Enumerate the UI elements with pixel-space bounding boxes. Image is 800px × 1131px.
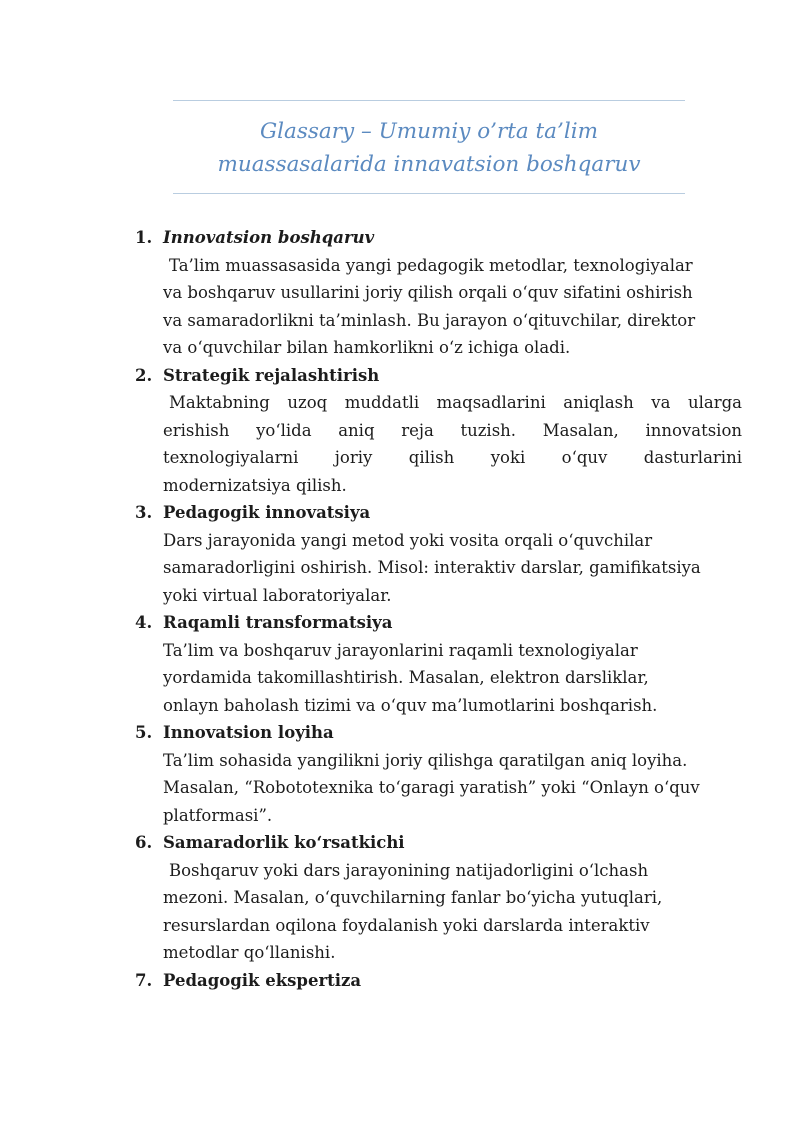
- item-number: 2.: [135, 365, 153, 385]
- page-title: [173, 115, 685, 181]
- glossary-item-1: [135, 224, 742, 362]
- item-number: 7.: [135, 970, 153, 990]
- glossary-item-2: [135, 362, 742, 500]
- definition-line: platformasi”.: [163, 805, 273, 825]
- definition-line: Ta’lim muassasasida yangi pedagogik metodlar, texnologiyalar: [169, 255, 693, 275]
- definition-line: va samaradorlikni ta’minlash. Bu jarayon oʻqituvchilar, direktor: [163, 310, 696, 330]
- definition-line: Dars jarayonida yangi metod yoki vosita orqali oʻquvchilar: [163, 530, 653, 550]
- definition-line: metodlar qoʻllanishi.: [163, 943, 336, 962]
- item-number: 3.: [135, 503, 153, 522]
- definition-line: Ta’lim sohasida yangilikni joriy qilishga qaratilgan aniq loyiha.: [163, 750, 688, 770]
- definition-line: onlayn baholash tizimi va oʻquv ma’lumotlarini boshqarish.: [163, 695, 658, 715]
- glossary-term: Innovatsion boshqaruv: [163, 228, 375, 247]
- glossary-item-3: [135, 499, 742, 609]
- title-block: [173, 100, 685, 194]
- page-title-line-2: muassasalarida innavatsion boshqaruv: [217, 152, 641, 177]
- definition-line: yoki virtual laboratoriyalar.: [163, 585, 392, 605]
- definition-line: Ta’lim va boshqaruv jarayonlarini raqamli texnologiyalar: [163, 640, 638, 660]
- definition-line: resurslardan oqilona foydalanish yoki darslarda interaktiv: [163, 915, 650, 935]
- item-number: 6.: [135, 833, 153, 852]
- definition-line: va boshqaruv usullarini joriy qilish orqali oʻquv sifatini oshirish: [163, 283, 693, 302]
- glossary-term: Pedagogik innovatsiya: [163, 503, 371, 522]
- glossary-term: Innovatsion loyiha: [163, 723, 334, 742]
- item-number: 4.: [135, 613, 153, 632]
- page-title-line-1: Glassary – Umumiy o’rta ta’lim: [260, 119, 598, 144]
- glossary-item-6: [135, 829, 742, 967]
- glossary-term: Strategik rejalashtirish: [163, 365, 380, 385]
- title-top-rule: [173, 100, 685, 101]
- glossary-term: Pedagogik ekspertiza: [163, 970, 362, 990]
- glossary-term: Samaradorlik koʻrsatkichi: [163, 833, 405, 852]
- glossary-list: [135, 224, 742, 994]
- definition-line: mezoni. Masalan, oʻquvchilarning fanlar boʻyicha yutuqlari,: [163, 888, 663, 907]
- definition-line: va oʻquvchilar bilan hamkorlikni oʻz ichiga oladi.: [163, 338, 571, 357]
- definition-line: erishish yoʻlida aniq reja tuzish. Masalan, innovatsion: [163, 420, 742, 440]
- glossary-item-7: [135, 967, 742, 995]
- definition-line: Maktabning uzoq muddatli maqsadlarini aniqlash va ularga: [169, 393, 742, 412]
- definition-line: samaradorligini oshirish. Misol: interaktiv darslar, gamifikatsiya: [163, 558, 701, 577]
- glossary-term: Raqamli transformatsiya: [163, 613, 393, 632]
- definition-line: Boshqaruv yoki dars jarayonining natijadorligini oʻlchash: [169, 860, 649, 880]
- definition-line: texnologiyalarni joriy qilish yoki oʻquv dasturlarini: [163, 448, 742, 467]
- title-bottom-rule: [173, 193, 685, 194]
- definition-line: yordamida takomillashtirish. Masalan, elektron darsliklar,: [163, 668, 649, 687]
- glossary-item-5: [135, 719, 742, 829]
- definition-line: modernizatsiya qilish.: [163, 475, 347, 495]
- item-number: 1.: [135, 228, 153, 247]
- glossary-item-4: [135, 609, 742, 719]
- item-number: 5.: [135, 723, 153, 742]
- definition-line: Masalan, “Robototexnika toʻgaragi yaratish” yoki “Onlayn oʻquv: [163, 778, 700, 797]
